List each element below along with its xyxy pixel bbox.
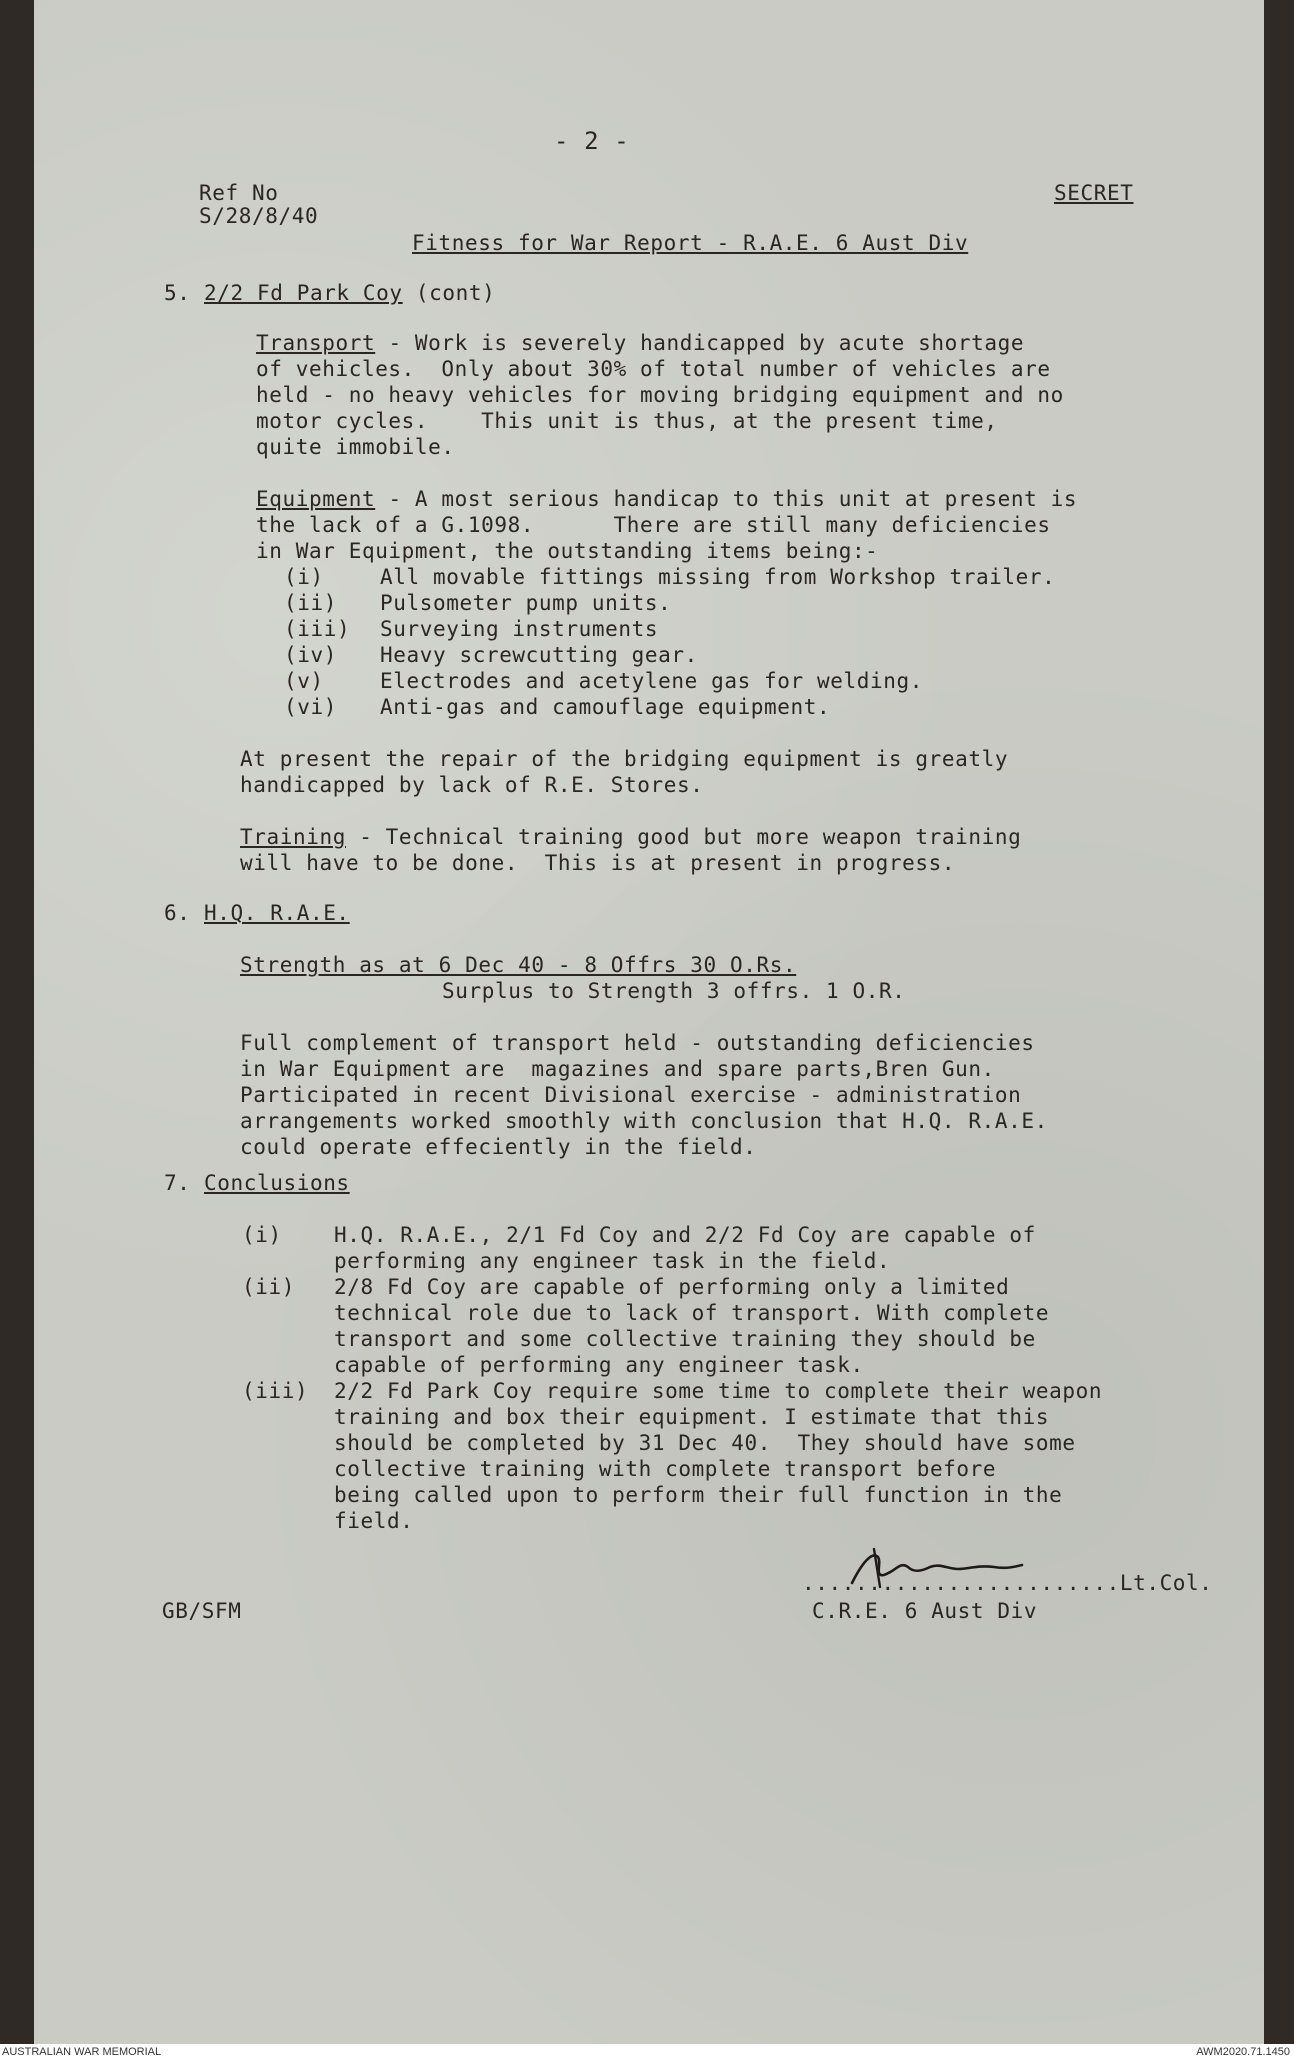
conclusion-line: performing any engineer task in the field. — [334, 1249, 891, 1273]
report-title: Fitness for War Report - R.A.E. 6 Aust Div — [412, 231, 969, 255]
transport-line: of vehicles. Only about 30% of total number of vehicles are — [256, 357, 1051, 381]
equipment-line: the lack of a G.1098. There are still many deficiencies — [256, 513, 1051, 537]
equipment-item: Heavy screwcutting gear. — [380, 643, 698, 667]
hq-body-line: Participated in recent Divisional exercise - administration — [240, 1083, 1022, 1107]
conclusion-line: 2/2 Fd Park Coy require some time to complete their weapon — [334, 1379, 1103, 1403]
equipment-item-number: (v) — [284, 669, 324, 693]
document-page — [34, 0, 1264, 2044]
signatory-title: C.R.E. 6 Aust Div — [812, 1599, 1038, 1623]
transport-line: Transport - Work is severely handicapped by acute shortage — [256, 331, 1025, 355]
hq-body-line: Full complement of transport held - outstanding deficiencies — [240, 1031, 1035, 1055]
conclusion-number: (ii) — [242, 1275, 295, 1299]
transport-line: held - no heavy vehicles for moving bridging equipment and no — [256, 383, 1064, 407]
equipment-item: All movable fittings missing from Workshop trailer. — [380, 565, 1056, 589]
conclusion-line: technical role due to lack of transport. With complete — [334, 1301, 1050, 1325]
equipment-line: Equipment - A most serious handicap to this unit at present is — [256, 487, 1078, 511]
equipment-item: Anti-gas and camouflage equipment. — [380, 695, 831, 719]
ref-number: S/28/8/40 — [199, 204, 319, 228]
section-5-number: 5. — [164, 281, 191, 305]
equipment-item-number: (vi) — [284, 695, 337, 719]
conclusion-line: transport and some collective training they should be — [334, 1327, 1036, 1351]
equipment-line: in War Equipment, the outstanding items being:- — [256, 539, 879, 563]
typist-initials: GB/SFM — [162, 1599, 242, 1623]
conclusion-line: training and box their equipment. I estimate that this — [334, 1405, 1050, 1429]
repair-line: At present the repair of the bridging equipment is greatly — [240, 747, 1009, 771]
training-line: will have to be done. This is at present in progress. — [240, 851, 956, 875]
conclusion-line: field. — [334, 1509, 414, 1533]
equipment-item: Surveying instruments — [380, 617, 659, 641]
equipment-item: Pulsometer pump units. — [380, 591, 672, 615]
equipment-item-number: (iv) — [284, 643, 337, 667]
strength-line: Strength as at 6 Dec 40 - 8 Offrs 30 O.Rs. — [240, 953, 797, 977]
conclusion-line: H.Q. R.A.E., 2/1 Fd Coy and 2/2 Fd Coy are capable of — [334, 1223, 1036, 1247]
training-line: Training - Technical training good but more weapon training — [240, 825, 1022, 849]
equipment-item-number: (i) — [284, 565, 324, 589]
section-7-heading: Conclusions — [204, 1171, 350, 1195]
conclusion-line: collective training with complete transport before — [334, 1457, 997, 1481]
hq-body-line: in War Equipment are magazines and spare parts,Bren Gun. — [240, 1057, 995, 1081]
archive-footer — [0, 2044, 1294, 2061]
conclusion-line: capable of performing any engineer task. — [334, 1353, 864, 1377]
section-5-heading: 2/2 Fd Park Coy (cont) — [204, 281, 496, 305]
classification-mark: SECRET — [1054, 181, 1134, 205]
page-number: - 2 - — [554, 127, 630, 155]
equipment-item-number: (iii) — [284, 617, 351, 641]
conclusion-line: 2/8 Fd Coy are capable of performing only a limited — [334, 1275, 1010, 1299]
conclusion-line: should be completed by 31 Dec 40. They should have some — [334, 1431, 1076, 1455]
equipment-item-number: (ii) — [284, 591, 337, 615]
surplus-line: Surplus to Strength 3 offrs. 1 O.R. — [442, 979, 906, 1003]
archive-reference: AWM2020.71.1450 — [1196, 2046, 1290, 2058]
conclusion-number: (i) — [242, 1223, 282, 1247]
conclusion-number: (iii) — [242, 1379, 309, 1403]
hq-body-line: arrangements worked smoothly with conclusion that H.Q. R.A.E. — [240, 1109, 1048, 1133]
conclusion-line: being called upon to perform their full function in the — [334, 1483, 1063, 1507]
equipment-item: Electrodes and acetylene gas for welding. — [380, 669, 923, 693]
ref-label: Ref No — [199, 181, 279, 205]
section-6-heading: H.Q. R.A.E. — [204, 901, 350, 925]
repair-line: handicapped by lack of R.E. Stores. — [240, 773, 704, 797]
archive-name: AUSTRALIAN WAR MEMORIAL — [2, 2046, 162, 2058]
transport-line: motor cycles. This unit is thus, at the present time, — [256, 409, 998, 433]
transport-line: quite immobile. — [256, 435, 455, 459]
signature-line: ........................Lt.Col. — [802, 1571, 1213, 1595]
hq-body-line: could operate effeciently in the field. — [240, 1135, 757, 1159]
section-6-number: 6. — [164, 901, 191, 925]
section-7-number: 7. — [164, 1171, 191, 1195]
